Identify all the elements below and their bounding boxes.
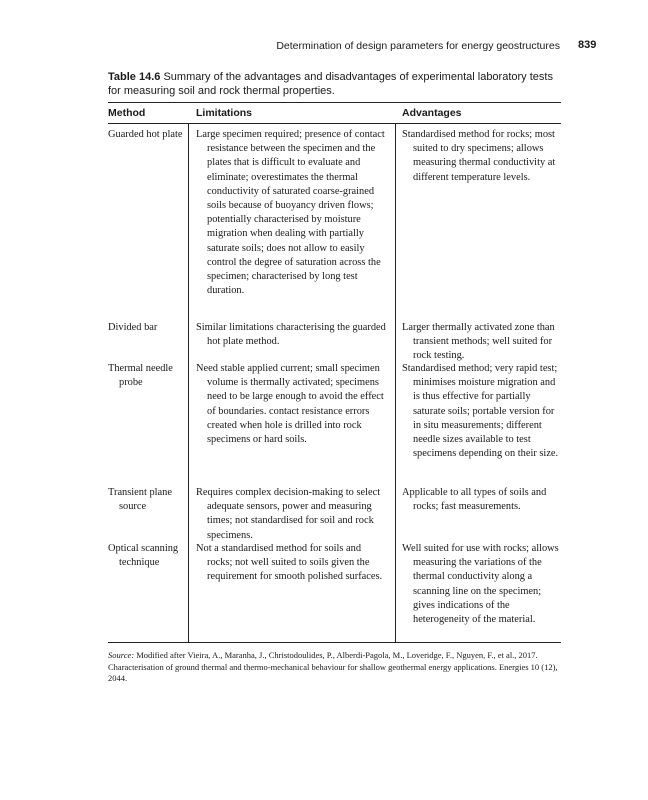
table-top-rule [108,102,561,103]
table-row-advantages [402,321,560,364]
table-row-method [108,486,186,514]
source-label: Source: [108,650,135,660]
limitations-optical-scanning-technique: Not a standardised method for soils and rocks; not well suited to soils given the requirement for smooth polished surfaces. [196,543,383,583]
table-caption [108,70,560,98]
page-number: 839 [578,39,597,51]
column-header-method: Method [108,107,146,119]
limitations-divided-bar: Similar limitations characterising the guarded hot plate method. [196,322,386,348]
limitations-thermal-needle-probe: Need stable applied current; small specimen volume is thermally activated; specimens need to be large enough to avoid the effect of boundaries. contact resistance errors created when hole is drilled into rock specimens or hard soils. [196,363,384,446]
table-row-method [108,128,186,142]
table-title: Summary of the advantages and disadvantages of experimental laboratory tests for measuring soil and rock thermal properties. [108,71,553,97]
table-row-limitations [196,486,386,543]
table-bottom-rule [108,642,561,643]
table-row-limitations [196,321,386,349]
column-divider-1 [188,123,189,642]
column-header-advantages: Advantages [402,107,462,119]
source-note [108,650,560,685]
table-row-advantages [402,486,560,514]
column-header-limitations: Limitations [196,107,253,119]
table-row-method [108,362,186,390]
advantages-optical-scanning-technique: Well suited for use with rocks; allows measuring the variations of the thermal conductivity along a scanning line on the specimen; gives indications of the heterogeneity of the material. [402,543,559,626]
method-transient-plane-source: Transient plane source [108,487,172,513]
running-head-title: Determination of design parameters for energy geostructures [276,40,560,52]
table-label: Table 14.6 [108,71,161,83]
table-row-method [108,321,186,335]
table-row-limitations [196,128,386,298]
advantages-transient-plane-source: Applicable to all types of soils and rocks; fast measurements. [402,487,547,513]
method-guarded-hot-plate: Guarded hot plate [108,129,183,140]
table-row-advantages [402,128,560,185]
table-row-limitations [196,362,386,447]
method-divided-bar: Divided bar [108,322,158,333]
column-divider-2 [395,123,396,642]
source-text: Modified after Vieira, A., Maranha, J., Christodoulides, P., Alberdi-Pagola, M., Loveridge, F., Nguyen, F., et al., 2017. Characterisation of ground thermal and thermo-mechanical behaviour for shallow geothermal energy applications. Energies 10 (12), 2044. [108,650,558,683]
table-row-limitations [196,542,386,585]
table-row-advantages [402,362,560,461]
table-row-method [108,542,186,570]
table-row-advantages [402,542,560,627]
limitations-guarded-hot-plate: Large specimen required; presence of contact resistance between the specimen and the plates that is difficult to evaluate and eliminate; overestimates the thermal conductivity of saturated coarse-grained soils because of buoyancy driven flows; potentially characterised by moisture migration when dealing with partially saturate soils; does not allow to easily control the degree of saturation across the specimen; characterised by long test duration. [196,129,385,297]
advantages-thermal-needle-probe: Standardised method; very rapid test; minimises moisture migration and is thus effective for partially saturate soils; portable version for in situ measurements; different needle sizes available to test specimens depending on their size. [402,363,559,460]
method-optical-scanning-technique: Optical scanning technique [108,543,179,569]
advantages-guarded-hot-plate: Standardised method for rocks; most suited to dry specimens; allows measuring thermal conductivity at different temperature levels. [402,129,556,183]
limitations-transient-plane-source: Requires complex decision-making to select adequate sensors, power and measuring times; not standardised for soil and rock specimens. [196,487,381,541]
advantages-divided-bar: Larger thermally activated zone than transient methods; well suited for rock testing. [402,322,555,362]
table-header-rule [108,123,561,124]
method-thermal-needle-probe: Thermal needle probe [108,363,173,389]
